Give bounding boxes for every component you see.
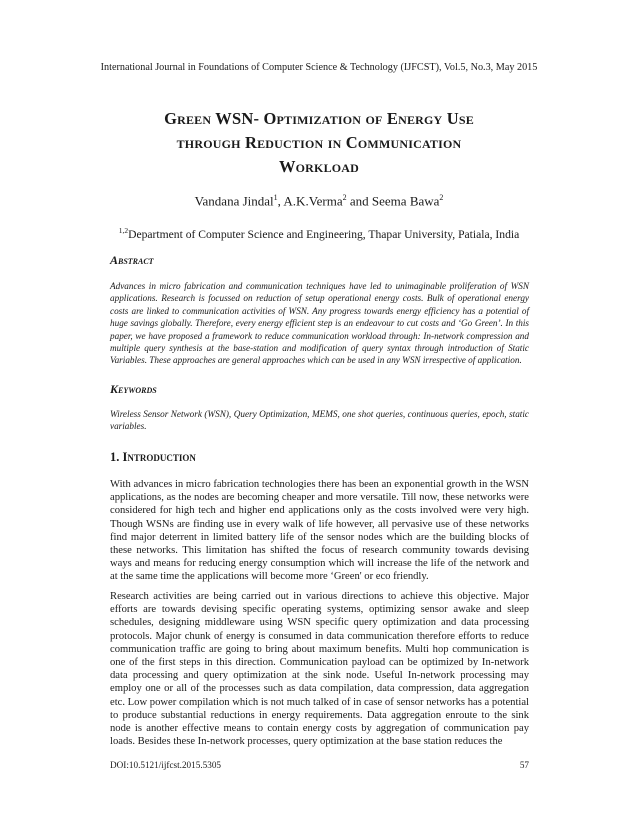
author-2: , A.K.Verma: [277, 193, 343, 209]
affiliation: [0, 226, 638, 241]
author-2-affiliation-mark: 2: [342, 193, 347, 202]
journal-header: International Journal in Foundations of Computer Science & Technology (IJFCST), Vol.5, No.3, May 2015: [100, 62, 538, 73]
paper-title: [90, 107, 548, 179]
abstract-heading: Abstract: [110, 253, 154, 267]
author-3: and Seema Bawa: [346, 193, 440, 209]
author-1-affiliation-mark: 1: [273, 193, 278, 202]
author-3-affiliation-mark: 2: [439, 193, 444, 202]
title-line-3: Workload: [278, 157, 360, 176]
title-line-1: Green WSN- Optimization of Energy Use: [164, 109, 474, 128]
author-list: [0, 193, 638, 209]
affiliation-mark: 1,2: [118, 226, 129, 235]
page-number: 57: [519, 760, 529, 770]
affiliation-text: Department of Computer Science and Engineering, Thapar University, Patiala, India: [128, 227, 520, 241]
title-line-2: through Reduction in Communication: [176, 133, 462, 152]
introduction-paragraph-1: With advances in micro fabrication technologies there has been an exponential growth in the WSN applications, as the nodes are becoming cheaper and more versatile. Till now, these networks were considered for high tech and higher end applications only as the costs involved were very high. Though WSNs are finding use in every walk of life however, all pervasive use of these networks find major deterrent in limited battery life of the sensor nodes which are the building blocks of these networks. This limitation has shifted the focus of research community towards devising ways and means for reducing energy consumption which will increase the life of the network and at the same time the applications will become more ‘Green' or eco friendly.: [110, 479, 529, 583]
abstract-body: Advances in micro fabrication and communication techniques have led to unimaginable proliferation of WSN applications. Research is focussed on reduction of setup operational energy costs. Bulk of operational energy costs are linked to communication activities of WSN. Any progress towards energy efficiency has a potential of huge savings globally. Therefore, every energy efficient step is an endeavour to cut costs and ‘Go Green’. In this paper, we have proposed a framework to reduce communication workload through: In-network compression and multiple query synthesis at the base-station and modification of query syntax through introduction of Static Variables. These approaches are general approaches which can be used in any WSN irrespective of application.: [110, 281, 529, 366]
introduction-paragraph-2: Research activities are being carried out in various directions to achieve this objective. Major efforts are towards devising specific operating systems, optimizing sensor awake and sleep schedules, designing middleware using WSN specific query optimization and data processing protocols. Major chunk of energy is consumed in data communication therefore efforts to reduce communication traffic are going to bring about maximum benefits. Multi hop communication is one of the first steps in this direction. Communication payload can be optimized by In-network data processing and query optimization at the sink node. Useful In-network processing may employ one or all of the processes such as data compilation, data compression, data aggregation etc. Low power compilation which is not much talked of in case of sensor networks has a potential to produce substantial reductions in energy requirements. Data aggregation enroute to the sink node is another effective means to contain energy costs by aggregation of communication pay loads. Besides these In-network processes, query optimization at the base station reduces the: [110, 591, 529, 748]
introduction-heading: 1. Introduction: [110, 450, 196, 464]
keywords-heading: Keywords: [110, 382, 157, 396]
footer-doi: DOI:10.5121/ijfcst.2015.5305: [110, 760, 222, 770]
keywords-body: Wireless Sensor Network (WSN), Query Optimization, MEMS, one shot queries, continuous queries, epoch, static variables.: [110, 409, 529, 432]
author-1: Vandana Jindal: [194, 193, 274, 209]
